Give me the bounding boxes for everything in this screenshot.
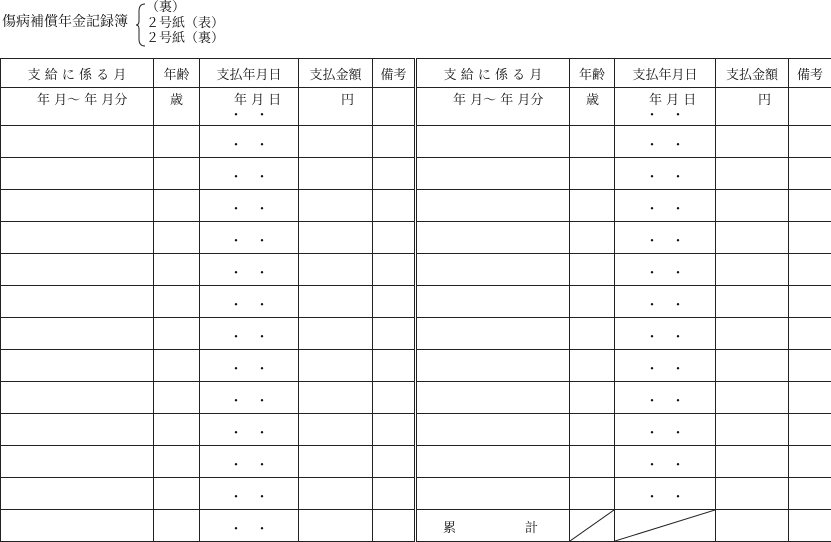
dot: ・ — [665, 358, 691, 377]
dot: ・ — [223, 134, 249, 153]
dot: ・ — [639, 198, 665, 217]
dot: ・ — [639, 358, 665, 377]
payment-amount-cell[interactable] — [299, 318, 373, 350]
total-label-left: 累 — [443, 517, 456, 536]
table-row — [417, 478, 831, 510]
payment-amount-cell[interactable] — [299, 414, 373, 446]
remarks-cell[interactable] — [789, 126, 831, 158]
header-payment-amount: 支払金額 — [716, 59, 789, 88]
diagonal-strike-icon — [615, 510, 715, 541]
table-row — [1, 478, 415, 510]
age-cell[interactable] — [154, 126, 200, 158]
amount-unit-label: 円 — [341, 89, 354, 108]
dot: ・ — [665, 230, 691, 249]
age-unit-label: 歳 — [586, 89, 599, 108]
table-row — [417, 126, 831, 158]
payment-date-cell[interactable] — [615, 478, 716, 510]
remarks-cell[interactable] — [789, 446, 831, 478]
payment-month-cell[interactable] — [417, 190, 570, 222]
date-separator-dots — [615, 230, 715, 249]
payment-date-cell[interactable] — [200, 286, 299, 318]
remarks-cell[interactable] — [789, 478, 831, 510]
payment-month-cell[interactable] — [417, 222, 570, 254]
dot: ・ — [223, 262, 249, 281]
dot: ・ — [249, 454, 275, 473]
dot: ・ — [665, 454, 691, 473]
remarks-cell[interactable] — [373, 478, 415, 510]
header-remarks: 備考 — [789, 59, 831, 88]
payment-month-cell[interactable] — [1, 126, 154, 158]
date-separator-dots — [615, 326, 715, 345]
dot: ・ — [665, 390, 691, 409]
payment-date-cell[interactable] — [615, 318, 716, 350]
table-row — [417, 350, 831, 382]
dot: ・ — [639, 422, 665, 441]
payment-amount-cell[interactable] — [716, 88, 789, 126]
payment-amount-cell[interactable] — [716, 286, 789, 318]
payment-month-cell[interactable] — [417, 446, 570, 478]
date-separator-dots — [200, 486, 298, 505]
age-cell[interactable] — [154, 222, 200, 254]
dot: ・ — [249, 294, 275, 313]
age-cell[interactable] — [154, 286, 200, 318]
payment-month-cell[interactable] — [1, 286, 154, 318]
table-row — [417, 254, 831, 286]
table-row — [417, 190, 831, 222]
age-cell[interactable] — [570, 318, 615, 350]
payment-month-cell[interactable] — [1, 350, 154, 382]
payment-amount-cell[interactable] — [299, 478, 373, 510]
payment-amount-cell[interactable] — [299, 350, 373, 382]
payment-month-cell[interactable] — [1, 254, 154, 286]
dot: ・ — [223, 358, 249, 377]
date-separator-dots — [200, 326, 298, 345]
dot: ・ — [665, 198, 691, 217]
dot: ・ — [223, 454, 249, 473]
payment-month-cell[interactable] — [417, 88, 570, 126]
payment-amount-cell[interactable] — [716, 382, 789, 414]
table-row — [1, 318, 415, 350]
table-row — [417, 286, 831, 318]
payment-amount-cell[interactable] — [716, 190, 789, 222]
payment-month-cell[interactable] — [417, 414, 570, 446]
payment-amount-cell[interactable] — [716, 254, 789, 286]
payment-date-cell[interactable] — [200, 190, 299, 222]
payment-month-cell[interactable] — [1, 158, 154, 190]
payment-amount-cell[interactable] — [299, 126, 373, 158]
dot: ・ — [249, 262, 275, 281]
remarks-cell[interactable] — [373, 382, 415, 414]
remarks-cell[interactable] — [373, 510, 415, 542]
payment-month-cell[interactable] — [1, 190, 154, 222]
dot: ・ — [223, 326, 249, 345]
amount-unit-label: 円 — [758, 89, 771, 108]
date-separator-dots — [615, 454, 715, 473]
payment-amount-cell[interactable] — [299, 158, 373, 190]
payment-amount-cell[interactable] — [716, 222, 789, 254]
age-cell[interactable] — [570, 478, 615, 510]
date-separator-dots — [200, 390, 298, 409]
remarks-cell[interactable] — [789, 286, 831, 318]
dot: ・ — [249, 422, 275, 441]
payment-amount-cell[interactable] — [716, 318, 789, 350]
age-cell[interactable] — [570, 446, 615, 478]
dot: ・ — [249, 198, 275, 217]
header-payment-amount: 支払金額 — [299, 59, 373, 88]
date-separator-dots — [615, 262, 715, 281]
age-cell[interactable] — [570, 88, 615, 126]
dot: ・ — [223, 198, 249, 217]
table-row — [1, 88, 415, 126]
table-row — [1, 382, 415, 414]
payment-date-cell[interactable] — [200, 510, 299, 542]
dot: ・ — [249, 326, 275, 345]
dot: ・ — [249, 104, 275, 123]
date-separator-dots — [615, 134, 715, 153]
remarks-cell[interactable] — [789, 414, 831, 446]
remarks-cell[interactable] — [373, 350, 415, 382]
remarks-cell[interactable] — [373, 190, 415, 222]
remarks-cell[interactable] — [373, 254, 415, 286]
remarks-cell[interactable] — [789, 158, 831, 190]
date-separator-dots — [615, 486, 715, 505]
variant-form2-back: ２号紙（裏） — [146, 31, 224, 47]
age-cell[interactable] — [570, 254, 615, 286]
dot: ・ — [223, 486, 249, 505]
dot: ・ — [639, 104, 665, 123]
remarks-cell[interactable] — [789, 88, 831, 126]
age-cell[interactable] — [570, 414, 615, 446]
payment-date-cell[interactable] — [615, 286, 716, 318]
dot: ・ — [639, 486, 665, 505]
dot: ・ — [639, 294, 665, 313]
date-separator-dots — [200, 104, 298, 123]
table-row — [417, 158, 831, 190]
payment-amount-cell[interactable] — [716, 126, 789, 158]
dot: ・ — [665, 294, 691, 313]
age-cell[interactable] — [154, 190, 200, 222]
header-remarks: 備考 — [373, 59, 415, 88]
payment-date-cell[interactable] — [200, 158, 299, 190]
age-unit-label: 歳 — [170, 89, 183, 108]
dot: ・ — [665, 134, 691, 153]
table-row — [417, 318, 831, 350]
payment-date-cell[interactable] — [615, 222, 716, 254]
age-cell[interactable] — [154, 478, 200, 510]
payment-month-cell[interactable] — [1, 446, 154, 478]
ledger-table-left — [0, 58, 415, 542]
remarks-cell[interactable] — [373, 158, 415, 190]
date-separator-dots — [200, 422, 298, 441]
dot: ・ — [639, 134, 665, 153]
payment-date-cell[interactable] — [200, 478, 299, 510]
date-separator-dots — [615, 198, 715, 217]
form-header — [0, 0, 831, 50]
table-row — [1, 222, 415, 254]
age-cell[interactable] — [154, 446, 200, 478]
payment-date-cell[interactable] — [615, 350, 716, 382]
dot: ・ — [223, 166, 249, 185]
payment-amount-cell[interactable] — [299, 382, 373, 414]
payment-amount-cell[interactable] — [299, 88, 373, 126]
dot: ・ — [665, 422, 691, 441]
payment-date-cell[interactable] — [200, 414, 299, 446]
table-row — [1, 254, 415, 286]
header-payment-month: 支 給 に 係 る 月 — [417, 59, 570, 88]
payment-month-cell[interactable] — [417, 158, 570, 190]
date-separator-dots — [200, 454, 298, 473]
table-row — [1, 286, 415, 318]
payment-date-cell[interactable] — [200, 126, 299, 158]
remarks-cell[interactable] — [789, 318, 831, 350]
dot: ・ — [639, 230, 665, 249]
dot: ・ — [223, 518, 249, 537]
payment-month-cell[interactable] — [417, 382, 570, 414]
date-separator-dots — [200, 166, 298, 185]
payment-month-cell[interactable] — [1, 414, 154, 446]
payment-date-cell[interactable] — [200, 350, 299, 382]
age-cell[interactable] — [570, 222, 615, 254]
total-label-right: 計 — [525, 517, 538, 536]
table-row — [417, 414, 831, 446]
date-unit-label: 年 月 日 — [649, 89, 696, 108]
payment-amount-cell[interactable] — [299, 446, 373, 478]
table-row — [1, 126, 415, 158]
date-separator-dots — [200, 262, 298, 281]
date-separator-dots — [615, 422, 715, 441]
payment-date-cell[interactable] — [615, 190, 716, 222]
amount-total-cell[interactable] — [716, 510, 789, 542]
dot: ・ — [249, 518, 275, 537]
payment-date-cell[interactable] — [200, 446, 299, 478]
payment-amount-cell[interactable] — [716, 478, 789, 510]
header-row — [1, 59, 415, 88]
table-row — [1, 158, 415, 190]
date-separator-dots — [200, 134, 298, 153]
payment-amount-cell[interactable] — [299, 222, 373, 254]
dot: ・ — [249, 390, 275, 409]
dot: ・ — [665, 166, 691, 185]
diagonal-strike-icon — [570, 510, 614, 541]
header-payment-date: 支払年月日 — [615, 59, 716, 88]
table-row — [417, 222, 831, 254]
brace-icon — [136, 3, 146, 47]
date-separator-dots — [615, 294, 715, 313]
remarks-cell[interactable] — [789, 254, 831, 286]
document-title: 傷病補償年金記録簿 — [2, 11, 128, 31]
dot: ・ — [249, 358, 275, 377]
age-cell[interactable] — [570, 286, 615, 318]
age-cell[interactable] — [154, 88, 200, 126]
header-age: 年齢 — [154, 59, 200, 88]
payment-amount-cell[interactable] — [299, 254, 373, 286]
age-cell[interactable] — [570, 190, 615, 222]
table-row — [1, 414, 415, 446]
payment-date-cell[interactable] — [200, 88, 299, 126]
remarks-cell[interactable] — [373, 414, 415, 446]
remarks-cell[interactable] — [373, 446, 415, 478]
date-separator-dots — [200, 198, 298, 217]
payment-amount-cell[interactable] — [299, 190, 373, 222]
date-separator-dots — [200, 294, 298, 313]
age-cell[interactable] — [570, 158, 615, 190]
date-separator-dots — [615, 358, 715, 377]
payment-date-cell[interactable] — [615, 254, 716, 286]
payment-amount-cell[interactable] — [716, 158, 789, 190]
ledger-table-right — [416, 58, 831, 542]
remarks-cell[interactable] — [789, 350, 831, 382]
date-separator-dots — [615, 390, 715, 409]
date-separator-dots — [615, 166, 715, 185]
age-cell[interactable] — [570, 350, 615, 382]
dot: ・ — [639, 326, 665, 345]
age-total-cell — [570, 510, 615, 542]
payment-amount-cell[interactable] — [716, 414, 789, 446]
payment-month-cell[interactable] — [417, 350, 570, 382]
dot: ・ — [249, 134, 275, 153]
dot: ・ — [665, 262, 691, 281]
payment-date-cell[interactable] — [615, 88, 716, 126]
age-cell[interactable] — [154, 414, 200, 446]
age-cell[interactable] — [570, 126, 615, 158]
payment-date-cell[interactable] — [200, 318, 299, 350]
dot: ・ — [223, 422, 249, 441]
payment-month-cell[interactable] — [1, 222, 154, 254]
table-row — [1, 446, 415, 478]
date-unit-label: 年 月 日 — [234, 89, 281, 108]
table-row — [417, 88, 831, 126]
dot: ・ — [665, 104, 691, 123]
table-row — [417, 446, 831, 478]
total-label-cell — [417, 510, 570, 542]
dot: ・ — [249, 166, 275, 185]
age-cell[interactable] — [154, 510, 200, 542]
dot: ・ — [639, 262, 665, 281]
payment-month-cell[interactable] — [417, 254, 570, 286]
table-row — [1, 510, 415, 542]
dot: ・ — [665, 326, 691, 345]
age-cell[interactable] — [570, 382, 615, 414]
form-variant-list — [146, 0, 224, 47]
dot: ・ — [249, 230, 275, 249]
dot: ・ — [223, 230, 249, 249]
header-payment-month: 支 給 に 係 る 月 — [1, 59, 154, 88]
dot: ・ — [223, 294, 249, 313]
payment-amount-cell[interactable] — [716, 446, 789, 478]
payment-date-cell[interactable] — [615, 126, 716, 158]
age-cell[interactable] — [154, 350, 200, 382]
payment-month-cell[interactable] — [417, 126, 570, 158]
payment-month-cell[interactable] — [417, 286, 570, 318]
payment-month-cell[interactable] — [1, 318, 154, 350]
age-cell[interactable] — [154, 254, 200, 286]
payment-amount-cell[interactable] — [299, 510, 373, 542]
dot: ・ — [639, 166, 665, 185]
total-row — [417, 510, 831, 542]
remarks-cell[interactable] — [789, 190, 831, 222]
payment-date-cell[interactable] — [615, 446, 716, 478]
payment-month-cell[interactable] — [1, 382, 154, 414]
header-row — [417, 59, 831, 88]
header-age: 年齢 — [570, 59, 615, 88]
variant-form2-front: ２号紙（表） — [146, 16, 224, 32]
month-unit-label: 年 月～ 年 月分 — [453, 89, 543, 108]
payment-month-cell[interactable] — [417, 478, 570, 510]
age-cell[interactable] — [154, 382, 200, 414]
dot: ・ — [665, 486, 691, 505]
payment-date-cell[interactable] — [615, 158, 716, 190]
payment-amount-cell[interactable] — [716, 350, 789, 382]
dot: ・ — [223, 390, 249, 409]
payment-date-cell[interactable] — [200, 382, 299, 414]
payment-date-cell[interactable] — [200, 222, 299, 254]
table-row — [417, 382, 831, 414]
payment-month-cell[interactable] — [417, 318, 570, 350]
date-separator-dots — [200, 358, 298, 377]
dot: ・ — [249, 486, 275, 505]
age-cell[interactable] — [154, 158, 200, 190]
payment-month-cell[interactable] — [1, 510, 154, 542]
payment-date-cell[interactable] — [615, 382, 716, 414]
remarks-cell[interactable] — [373, 222, 415, 254]
date-separator-dots — [200, 230, 298, 249]
table-row — [1, 350, 415, 382]
date-separator-dots — [200, 518, 298, 537]
age-cell[interactable] — [154, 318, 200, 350]
table-row — [1, 190, 415, 222]
payment-date-cell[interactable] — [615, 414, 716, 446]
dot: ・ — [639, 454, 665, 473]
payment-date-cell[interactable] — [200, 254, 299, 286]
dot: ・ — [223, 104, 249, 123]
remarks-cell[interactable] — [373, 286, 415, 318]
payment-month-cell[interactable] — [1, 478, 154, 510]
payment-amount-cell[interactable] — [299, 286, 373, 318]
header-payment-date: 支払年月日 — [200, 59, 299, 88]
payment-month-cell[interactable] — [1, 88, 154, 126]
remarks-cell[interactable] — [373, 126, 415, 158]
dot: ・ — [639, 390, 665, 409]
date-separator-dots — [615, 104, 715, 123]
remarks-cell[interactable] — [789, 510, 831, 542]
variant-back: （裏） — [146, 0, 224, 16]
month-unit-label: 年 月～ 年 月分 — [37, 89, 127, 108]
remarks-cell[interactable] — [789, 382, 831, 414]
date-total-cell — [615, 510, 716, 542]
remarks-cell[interactable] — [373, 88, 415, 126]
remarks-cell[interactable] — [789, 222, 831, 254]
remarks-cell[interactable] — [373, 318, 415, 350]
